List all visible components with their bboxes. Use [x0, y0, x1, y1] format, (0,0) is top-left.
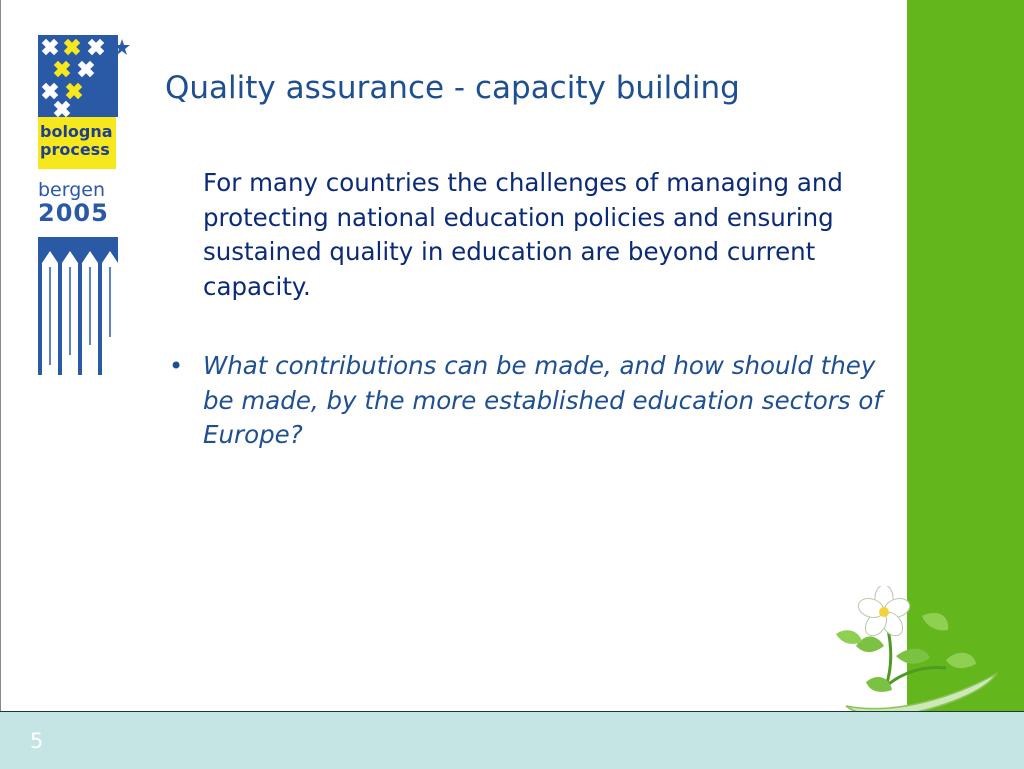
logo-star-panel [38, 35, 118, 117]
bullet-marker: • [169, 352, 184, 380]
page-number: 5 [30, 729, 44, 753]
body-paragraph: For many countries the challenges of managing and protecting national education policies and ensuring sustained quality in education are beyond current capacity. [203, 168, 843, 301]
footer-bar [0, 711, 1024, 769]
logo-yellow-panel [38, 117, 116, 169]
slide-title: Quality assurance - capacity building [165, 70, 740, 106]
logo-year: 2005 [38, 199, 109, 227]
bologna-process-logo [38, 35, 130, 375]
logo-city: bergen [38, 179, 106, 201]
logo-word-process: process [40, 140, 110, 159]
left-divider [0, 0, 1, 712]
bullet-item: What contributions can be made, and how should they be made, by the more established education sectors of Europe? [203, 351, 882, 449]
logo-word-bologna: bologna [40, 122, 113, 141]
star-icon [38, 35, 130, 117]
logo-fence-graphic [38, 237, 118, 375]
